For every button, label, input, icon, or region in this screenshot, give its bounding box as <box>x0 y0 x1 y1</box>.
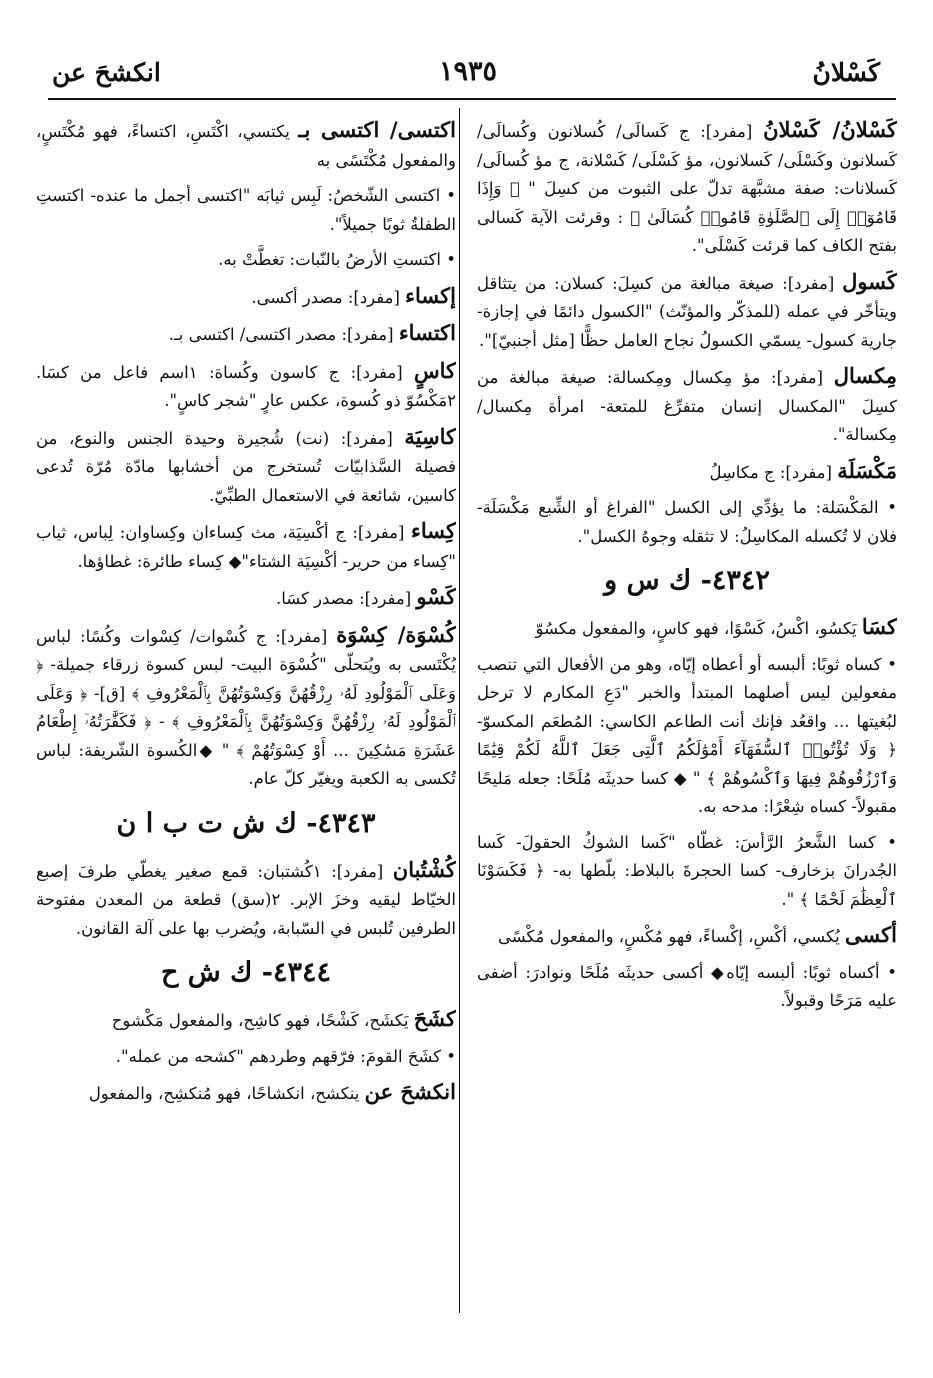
dictionary-entry <box>36 282 456 313</box>
root-heading: ٤٣٤٣- ك ش ت ب ا ن <box>116 807 376 839</box>
entry-text: يَكسُو، اكْسُ، كَسْوًا، فهو كاسٍ، والمفعول مكسُوّ <box>535 619 857 638</box>
entry-sense: • أكساه ثوبًا: ألبسه إيّاه◆ أكسى حديثَه مُلَحًا ونوادرَ: أضفى عليه مَرَحًا وقبولاً. <box>477 962 897 1010</box>
entry-text: [مفرد]: ج كُسْوات/ كِسْوات وكُسًا: لباس يُكْتَسى به ويُتحلّى "كُسْوَة البيت- لبس كسوة زرقاء جميلة- ﴿ وَعَلَى ٱلْمَوْلُودِ لَهُۥ رِزْقُهُنَّ وَكِسْوَتُهُنَّ بِٱلْمَعْرُوفِ ﴾ [ق]- ﴿ وَعَلَى ٱلْمَوْلُودِ لَهُۥ رِزْقُهُنَّ وَكِسْوَتُهُنَّ بِٱلْمَعْرُوفِ ﴾ - ﴿ فَكَفَّٰرَتُهُۥٓ إِطْعَامُ عَشَرَةِ مَسَٰكِينَ ... أَوْ كِسْوَتُهُمْ ﴾ " ◆الكُسوة الشّريفة: لباس تُكسى به الكعبة ويغيّر كلّ عام. <box>36 626 456 788</box>
headword: كُسْوَة/ كِسْوَة <box>336 621 456 647</box>
dictionary-entry <box>36 319 456 350</box>
dictionary-entry <box>36 116 456 175</box>
page-number: ١٩٣٥ <box>438 56 497 87</box>
headword: انكشحَ عن <box>364 1079 456 1104</box>
entry-text: [مفرد]: مؤ مِكسال ومِكسالة: صيغة مبالغة من كسِلَ "المكسال إنسان متفرِّغ للمتعة- امرأة مِكسال/ مِكسالة". <box>477 368 897 444</box>
headword: كَسْلانُ/ كَسْلانُ <box>763 117 897 142</box>
dictionary-entry <box>36 357 456 416</box>
dictionary-entry <box>477 116 897 261</box>
entry-text: [مفرد]: صيغة مبالغة من كسِلَ: كسلان: من يتثاقل ويتأخّر في عمله (للمذكّر والمؤنّث) "الكسول دائمًا في إجازة- جارية كسول- يسمّي الكسولُ نجاح العامل حظًّا [مثل أجنبيّ]". <box>477 273 897 350</box>
entry-sense: • المَكْسَلة: ما يؤدِّي إلى الكسل "الفراغ أو الشِّبع مَكْسَلَة- فلان لا تُكسله المكاسِلُ: لا تثقله وجوهُ الكسل". <box>477 498 897 546</box>
root-heading: ٤٣٤٢- ك س و <box>604 565 770 596</box>
entry-text: يُكسي، أكْسِ، إكْساءً، فهو مُكْسٍ، والمفعول مُكْسًى <box>497 927 840 946</box>
entry-text: يكتسي، اكْتَسِ، اكتساءً، فهو مُكْتَسٍ، والمفعول مُكْتَسًى به <box>36 122 456 170</box>
dictionary-entry <box>477 362 897 450</box>
dictionary-entry <box>36 423 456 511</box>
headword: كاسٍ <box>413 357 456 383</box>
headword: اكتسى/ اكتسى بـ <box>298 117 456 142</box>
dictionary-entry <box>477 268 897 356</box>
dictionary-entry <box>36 1005 456 1036</box>
header-first-word: كَسْلانُ <box>812 58 880 87</box>
header-rule <box>48 98 896 100</box>
dictionary-entry <box>477 921 897 952</box>
entry-text: يَكشَح، كَشْحًا، فهو كاشِح، والمفعول مَكْشوح <box>111 1011 409 1030</box>
headword: اكتساء <box>398 320 456 345</box>
entry-text: [مفرد]: ١كُشتبان: قمع صغير يغطّي طرفَ إصبع الخيّاط ليقيه وخزَ الإبر. ٢(سق) قطعة من المعدن مفتوحة الطرفين تُلبس في السّبابة، ويُضرب بها على آلة القانون. <box>36 861 456 938</box>
entry-sense: • اكتسى الشّخصُ: لَبِس ثيابَه "اكتسى أجمل ما عنده- اكتستِ الطفلةُ ثوبًا جميلاً". <box>36 186 456 234</box>
headword: كَسول <box>842 268 897 294</box>
dictionary-entry <box>36 621 456 794</box>
right-column <box>477 116 897 1306</box>
dictionary-entry <box>477 457 897 488</box>
entry-text: [مفرد]: مصدر كسَا. <box>275 589 412 608</box>
entry-text: [مفرد]: ج أكْسِيَة، مث كِساءان وكِساوان: لِباس، ثياب "كِساء من حرير- أكْسِيَة الشتاء"◆ كِساء طائرة: غطاؤها. <box>36 523 456 571</box>
headword: مِكسال <box>833 363 897 388</box>
entry-text: [مفرد]: مصدر اكتسى/ اكتسى بـ. <box>168 325 394 344</box>
headword: كسَا <box>861 614 897 639</box>
entry-text: [مفرد]: ج كَسالَى/ كُسلانون وكُسالَى/ كَسلانون وكَسْلَى/ كَسلانون، مؤ كَسْلَى/ كَسْلانة، ج مؤ كُسالَى/ كَسلانات: صفة مشبَّهة تدلّ على الثبوت من كسِلَ " ﴿ وَإِذَا قَامُوٓا۟ إِلَى ٱلصَّلَوٰةِ قَامُوا۟ كُسَالَىٰ ﴾ : وقرئت الآية كَسالى بفتح الكاف كما قرئت كَسْلَى". <box>477 122 897 255</box>
dictionary-entry <box>36 1078 456 1109</box>
entry-sense: • كساه ثوبًا: ألبسه أو أعطاه إيّاه، وهو من الأفعال التي تنصب مفعولين ليس أصلهما المبتدأ والخبر "دَعِ المكارم لا ترحل لبُغيتها ... واقعُد فإنك أنت الطاعم الكاسي: المُطعَم المكسوّ- ﴿ وَلَا تُؤْتُوا۟ ٱلسُّفَهَآءَ أَمْوَٰلَكُمُ ٱلَّتِى جَعَلَ ٱللَّهُ لَكُمْ قِيَٰمًا وَٱرْزُقُوهُمْ فِيهَا وَٱكْسُوهُمْ ﴾ " ◆ كسا حديثَه مُلَحًا: جعله مَليحًا مقبولاً- كساه شِعْرًا: مدحه به. <box>477 654 897 816</box>
left-column <box>36 116 456 1306</box>
root-heading: ٤٣٤٤- ك ش ح <box>160 957 332 988</box>
headword: كِساء <box>411 518 456 543</box>
headword: كَسْو <box>416 584 456 609</box>
entry-text: ينكشح، انكشاحًا، فهو مُنكشِح، والمفعول <box>88 1084 360 1103</box>
headword: مَكْسَلَة <box>837 457 897 483</box>
dictionary-entry <box>477 613 897 644</box>
header-last-word: انكشحَ عن <box>52 58 161 87</box>
entry-text: [مفرد]: مصدر أكسى. <box>251 287 400 307</box>
headword: أكسى <box>844 922 897 947</box>
entry-sense: • اكتستِ الأرضُ بالنّبات: تغطَّتْ به. <box>218 250 456 269</box>
entry-text: [مفرد]: (نت) شُجيرة وحيدة الجنس والنوع، من فصيلة السَّذابيّات تُستخرج من أخشابها مادّة مُرّة تُدعى كاسين، شائعة في الاستعمال الطبِّيّ. <box>36 428 456 505</box>
headword: كشَحَ <box>413 1006 456 1031</box>
entry-text: [مفرد]: ج كاسون وكُساة: ١اسم فاعل من كسَا. ٢مَكْسُوّ ذو كُسوة، عكس عارٍ "شجر كاسٍ". <box>36 362 456 410</box>
dictionary-entry <box>36 856 456 944</box>
headword: كُشْتُبان <box>392 856 456 882</box>
entry-sense: • كسا الشَّعرُ الرَّأسَ: غطّاه "كَسا الشوكُ الحقولَ- كَسا الجُدرانَ بزخارف- كسا الحجرةَ بالبلاط: بلّطها به- ﴿ فَكَسَوْنَا ٱلْعِظَٰمَ لَحْمًا ﴾ ". <box>477 832 897 909</box>
dictionary-entry <box>36 583 456 614</box>
page-header <box>48 52 888 92</box>
entry-sense: • كشَحَ القومَ: فرّقهم وطردهم "كشحه من عمله". <box>115 1046 456 1066</box>
headword: كاسِيَة <box>404 423 456 449</box>
column-divider <box>459 108 460 1313</box>
entry-text: [مفرد]: ج مكاسِلُ <box>709 462 832 482</box>
headword: إكساء <box>405 282 456 308</box>
dictionary-entry <box>36 517 456 576</box>
